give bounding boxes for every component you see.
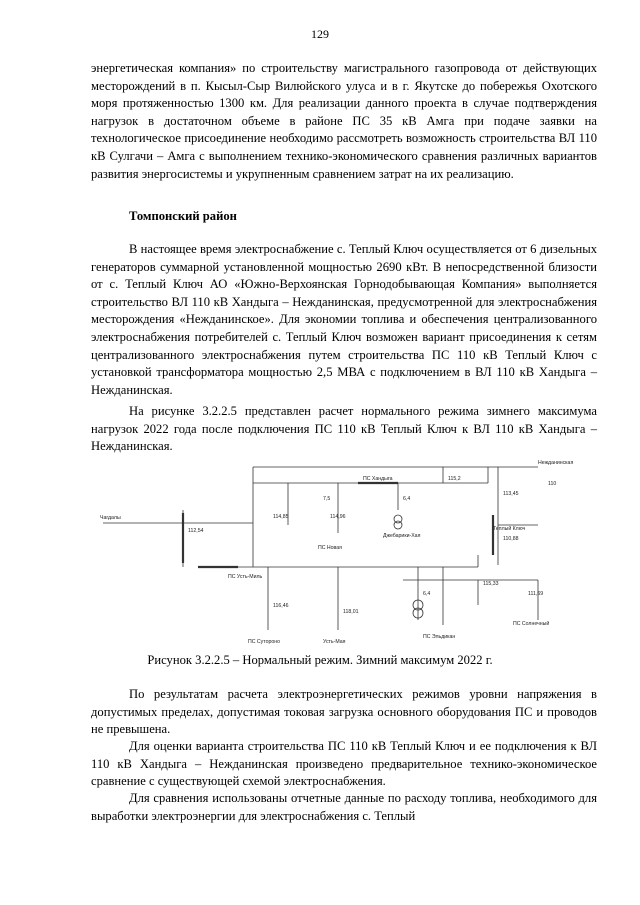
value-2: 114,85	[273, 514, 289, 520]
paragraph-results: По результатам расчета электроэнергетических режимов уровни напряжения в допустимых пределах, допустимая токовая загрузка основного оборудования ПС и проводов не превышена.	[91, 687, 597, 737]
label-nezhdan: Нежданинская	[538, 460, 574, 466]
value-5: 113,45	[503, 491, 519, 497]
value-1: 112,54	[188, 528, 204, 534]
label-khandyga: ПС Хандыга	[363, 476, 393, 482]
value-11: 110	[548, 481, 557, 487]
page-number: 129	[311, 27, 329, 41]
value-9: 115,33	[483, 581, 499, 587]
label-teply-klyuch: Теплый Ключ	[493, 526, 526, 532]
value-10: 111,69	[528, 591, 544, 597]
paragraph-intro: энергетическая компания» по строительству магистрального газопровода от действующих месторождений в п. Кысыл-Сыр Вилюйского улуса и в г. Якутске до побережья Охотского моря протяженностью 1300 км. Для реализации данного проекта в случае подтверждения нагрузок в достаточном объеме в районе ПС 35 кВ Амга при подаче заявки на технологическое присоединение необходимо рассмотреть возможность строительства ВЛ 110 кВ Сулгачи – Амга с выполнением технико-экономического сравнения различных вариантов развития энергосистемы и укрупненным сравнением затрат на их реализацию.	[91, 61, 597, 181]
label-dzhebariki: Джебарики-Хая	[383, 533, 421, 539]
label-chagdaly: Чагдалы	[100, 515, 121, 521]
label-ust-mil: ПС Усть-Миль	[228, 574, 263, 580]
label-sutorin: ПС Сутороно	[248, 639, 280, 645]
value-12: 6,4	[403, 496, 411, 502]
value-14: 7,5	[323, 496, 331, 502]
label-eldikan: ПС Эльдикан	[423, 634, 456, 640]
value-13: 6,4	[423, 591, 431, 597]
network-diagram-svg	[98, 455, 574, 650]
value-7: 116,46	[273, 603, 289, 609]
value-6: 110,88	[503, 536, 519, 542]
label-solnechny: ПС Солнечный	[513, 621, 550, 627]
network-diagram	[98, 455, 574, 650]
value-3: 114,96	[330, 514, 346, 520]
label-ust-maya: Усть-Мая	[323, 639, 346, 645]
paragraph-figure-ref: На рисунке 3.2.2.5 представлен расчет нормального режима зимнего максимума нагрузок 2022 года после подключения ПС 110 кВ Теплый Ключ к ВЛ 110 кВ Хандыга – Нежданинская.	[91, 404, 597, 454]
section-heading: Томпонский район	[129, 209, 237, 223]
paragraph-comparison: Для сравнения использованы отчетные данные по расходу топлива, необходимого для выработки электроэнергии для электроснабжения с. Теплый	[91, 791, 597, 823]
value-8: 118,01	[343, 609, 359, 615]
paragraph-power-supply: В настоящее время электроснабжение с. Теплый Ключ осуществляется от 6 дизельных генераторов суммарной установленной мощностью 2690 кВт. В непосредственной близости от с. Теплый Ключ АО «Южно-Верхоянская Горнодобывающая Компания» выполняется строительство ВЛ 110 кВ Хандыга – Нежданинская, предусмотренной для электроснабжения месторождения «Нежданинское». Для экономии топлива и обеспечения централизованного электроснабжения потребителей с. Теплый Ключ возможен вариант присоединения к сетям централизованного электроснабжения путем строительства ПС 110 кВ Теплый Ключ с установкой трансформатора мощностью 2,5 МВА с подключением в ВЛ 110 кВ Хандыга – Нежданинская.	[91, 242, 597, 397]
label-novaya: ПС Новая	[318, 545, 342, 551]
figure-caption: Рисунок 3.2.2.5 – Нормальный режим. Зимний максимум 2022 г.	[147, 653, 493, 667]
paragraph-evaluation: Для оценки варианта строительства ПС 110 кВ Теплый Ключ и ее подключения к ВЛ 110 кВ Хандыга – Нежданинская произведено предварительное технико-экономическое сравнение с существующей схемой электроснабжения.	[91, 739, 597, 789]
value-4: 115,2	[448, 476, 461, 482]
